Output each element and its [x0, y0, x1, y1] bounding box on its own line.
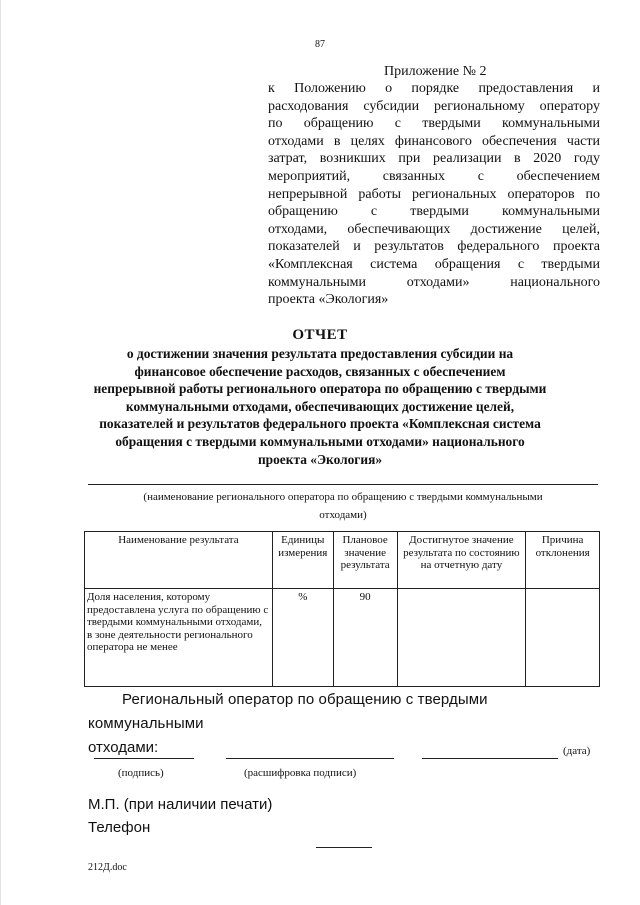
- cell-plan-value: 90: [333, 589, 397, 687]
- report-subtitle-line: финансовое обеспечение расходов, связанных с обеспечением: [134, 363, 506, 379]
- header-unit: Единицы измерения: [272, 532, 333, 589]
- appendix-line: по обращению с твердыми коммунальными: [268, 116, 600, 132]
- signature-name-label: (расшифровка подписи): [244, 767, 357, 779]
- appendix-line: «Комплексная система обращения с твердыми: [268, 256, 600, 272]
- phone-label: Телефон: [88, 819, 151, 836]
- appendix-body: [268, 80, 600, 309]
- appendix-line: коммунальными отходами» национального: [268, 274, 600, 290]
- cell-unit: %: [272, 589, 333, 687]
- operator-caption-line: (наименование регионального оператора по обращению с твердыми коммунальными: [143, 491, 543, 503]
- report-subtitle-line: обращения с твердыми коммунальными отходами» национального: [115, 433, 525, 449]
- file-name: 212Д.doc: [88, 862, 127, 873]
- results-table: [84, 531, 600, 687]
- cell-deviation-reason[interactable]: [526, 589, 600, 687]
- header-deviation-reason: Причина отклонения: [526, 532, 600, 589]
- date-label: (дата): [563, 745, 591, 757]
- header-result-name: Наименование результата: [85, 532, 273, 589]
- operator-name-field[interactable]: [88, 484, 598, 485]
- report-subtitle-line: показателей и результатов федерального проекта «Комплексная система: [99, 416, 541, 432]
- signature-label: (подпись): [118, 767, 164, 779]
- appendix-title: Приложение № 2: [384, 64, 487, 79]
- table-header-row: [85, 532, 600, 589]
- signature-lead-line: отходами:: [88, 739, 159, 756]
- report-subtitle-line: коммунальными отходами, обеспечивающих достижение целей,: [125, 398, 515, 414]
- appendix-line: расходования субсидии региональному оператору: [268, 98, 600, 114]
- appendix-line: непрерывной работы региональных операторов по: [268, 186, 600, 202]
- header-achieved-value: Достигнутое значение результата по состоянию на отчетную дату: [397, 532, 526, 589]
- report-subtitle-line: непрерывной работы регионального оператора по обращению с твердыми: [93, 381, 547, 397]
- stamp-label: М.П. (при наличии печати): [88, 796, 273, 813]
- signature-lead: [88, 688, 600, 760]
- report-subtitle-line: проекта «Экология»: [257, 451, 383, 467]
- appendix-line: к Положению о порядке предоставления и: [268, 81, 600, 96]
- cell-result-name: Доля населения, которому предоставлена услуга по обращению с твердыми коммунальными отходами, в зоне деятельности регионального оператора не менее: [85, 589, 273, 687]
- end-divider: [316, 847, 372, 848]
- operator-caption-line: отходами): [319, 509, 367, 521]
- report-subtitle-line: о достижении значения результата предоставления субсидии на: [126, 346, 514, 361]
- date-field[interactable]: [422, 758, 558, 759]
- page-number: 87: [315, 39, 325, 50]
- table-row: [85, 589, 600, 687]
- appendix-line: обращению с твердыми коммунальными: [268, 204, 600, 220]
- appendix-line: показателей и результатов федерального проекта: [268, 239, 600, 255]
- signature-lead-line: Региональный оператор по обращению с твердыми коммунальными: [88, 691, 488, 732]
- cell-achieved-value[interactable]: [397, 589, 526, 687]
- operator-caption: [88, 488, 598, 524]
- header-plan-value: Плановое значение результата: [333, 532, 397, 589]
- appendix-line: мероприятий, связанных с обеспечением: [268, 168, 600, 184]
- scan-edge: [0, 0, 1, 905]
- appendix-line: отходами, обеспечивающих достижение целей,: [268, 221, 600, 237]
- signature-name-field[interactable]: [226, 758, 394, 759]
- report-subtitle: [80, 345, 560, 468]
- appendix-line: затрат, возникших при реализации в 2020 году: [268, 151, 600, 167]
- report-title: ОТЧЕТ: [292, 327, 348, 343]
- appendix-line: отходами в целях финансового обеспечения части: [268, 133, 600, 149]
- appendix-line: проекта «Экология»: [268, 292, 389, 308]
- signature-field[interactable]: [94, 758, 194, 759]
